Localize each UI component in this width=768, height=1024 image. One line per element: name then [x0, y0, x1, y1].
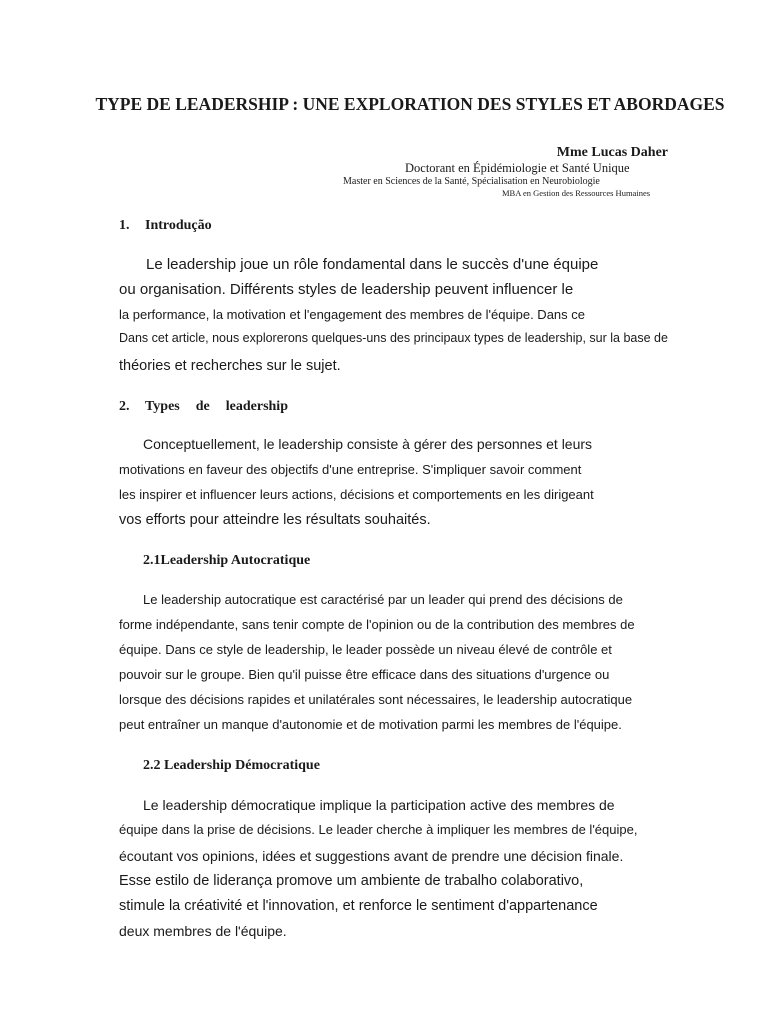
section-2-1-line: équipe. Dans ce style de leadership, le leader possède un niveau élevé de contrôle et [119, 642, 612, 657]
section-2-title-word: de [195, 399, 210, 414]
section-2-2-heading: 2.2 Leadership Démocratique [143, 758, 320, 773]
section-2-title-word: leadership [225, 399, 288, 414]
section-1-line: Le leadership joue un rôle fondamental dans le succès d'une équipe [146, 256, 599, 273]
section-2-2-line: écoutant vos opinions, idées et suggestions avant de prendre une décision finale. [119, 848, 624, 864]
author-credential-doctorate: Doctorant en Épidémiologie et Santé Unique [405, 161, 630, 175]
section-2-1-line: lorsque des décisions rapides et unilatérales sont nécessaires, le leadership autocratique [119, 692, 633, 707]
section-2-title-word: Types [145, 399, 180, 414]
section-2-line: motivations en faveur des objectifs d'une entreprise. S'impliquer savoir comment [119, 462, 582, 477]
section-2-line: Conceptuellement, le leadership consiste à gérer des personnes et leurs [143, 436, 593, 452]
section-1-line: théories et recherches sur le sujet. [119, 358, 341, 374]
section-1-line: ou organisation. Différents styles de leadership peuvent influencer le [119, 281, 574, 298]
section-2-heading [119, 399, 288, 415]
section-2-1-line: forme indépendante, sans tenir compte de l'opinion ou de la contribution des membres de [119, 617, 635, 632]
author-credential-master: Master en Sciences de la Santé, Spécialisation en Neurobiologie [343, 176, 600, 187]
section-1-title: Introdução [145, 218, 212, 233]
document-title: TYPE DE LEADERSHIP : UNE EXPLORATION DES STYLES ET ABORDAGES [95, 94, 725, 114]
section-2-1-heading: 2.1Leadership Autocratique [143, 553, 311, 568]
author-name: Mme Lucas Daher [556, 145, 668, 160]
section-2-2-line: deux membres de l'équipe. [119, 923, 287, 939]
author-credential-mba: MBA en Gestion des Ressources Humaines [502, 188, 651, 198]
section-2-2-line: stimule la créativité et l'innovation, et renforce le sentiment d'appartenance [119, 898, 598, 914]
section-1-line: Dans cet article, nous explorerons quelques-uns des principaux types de leadership, sur la base de [119, 331, 668, 345]
section-2-1-line: Le leadership autocratique est caractérisé par un leader qui prend des décisions de [143, 592, 623, 607]
section-2-1-line: pouvoir sur le groupe. Bien qu'il puisse être efficace dans des situations d'urgence ou [119, 667, 610, 682]
section-2-line: vos efforts pour atteindre les résultats souhaités. [119, 512, 431, 528]
section-2-2-line: Le leadership démocratique implique la participation active des membres de [143, 797, 615, 813]
section-2-number: 2. [119, 399, 130, 414]
section-2-line: les inspirer et influencer leurs actions, décisions et comportements en les dirigeant [119, 487, 594, 502]
section-1-line: la performance, la motivation et l'engagement des membres de l'équipe. Dans ce [119, 307, 585, 322]
section-2-2-line: Esse estilo de liderança promove um ambiente de trabalho colaborativo, [119, 873, 584, 889]
section-2-2-line: équipe dans la prise de décisions. Le leader cherche à impliquer les membres de l'équipe, [119, 822, 638, 837]
section-1-number: 1. [119, 218, 130, 233]
section-1-heading [119, 218, 212, 234]
section-2-1-line: peut entraîner un manque d'autonomie et de motivation parmi les membres de l'équipe. [119, 717, 622, 732]
